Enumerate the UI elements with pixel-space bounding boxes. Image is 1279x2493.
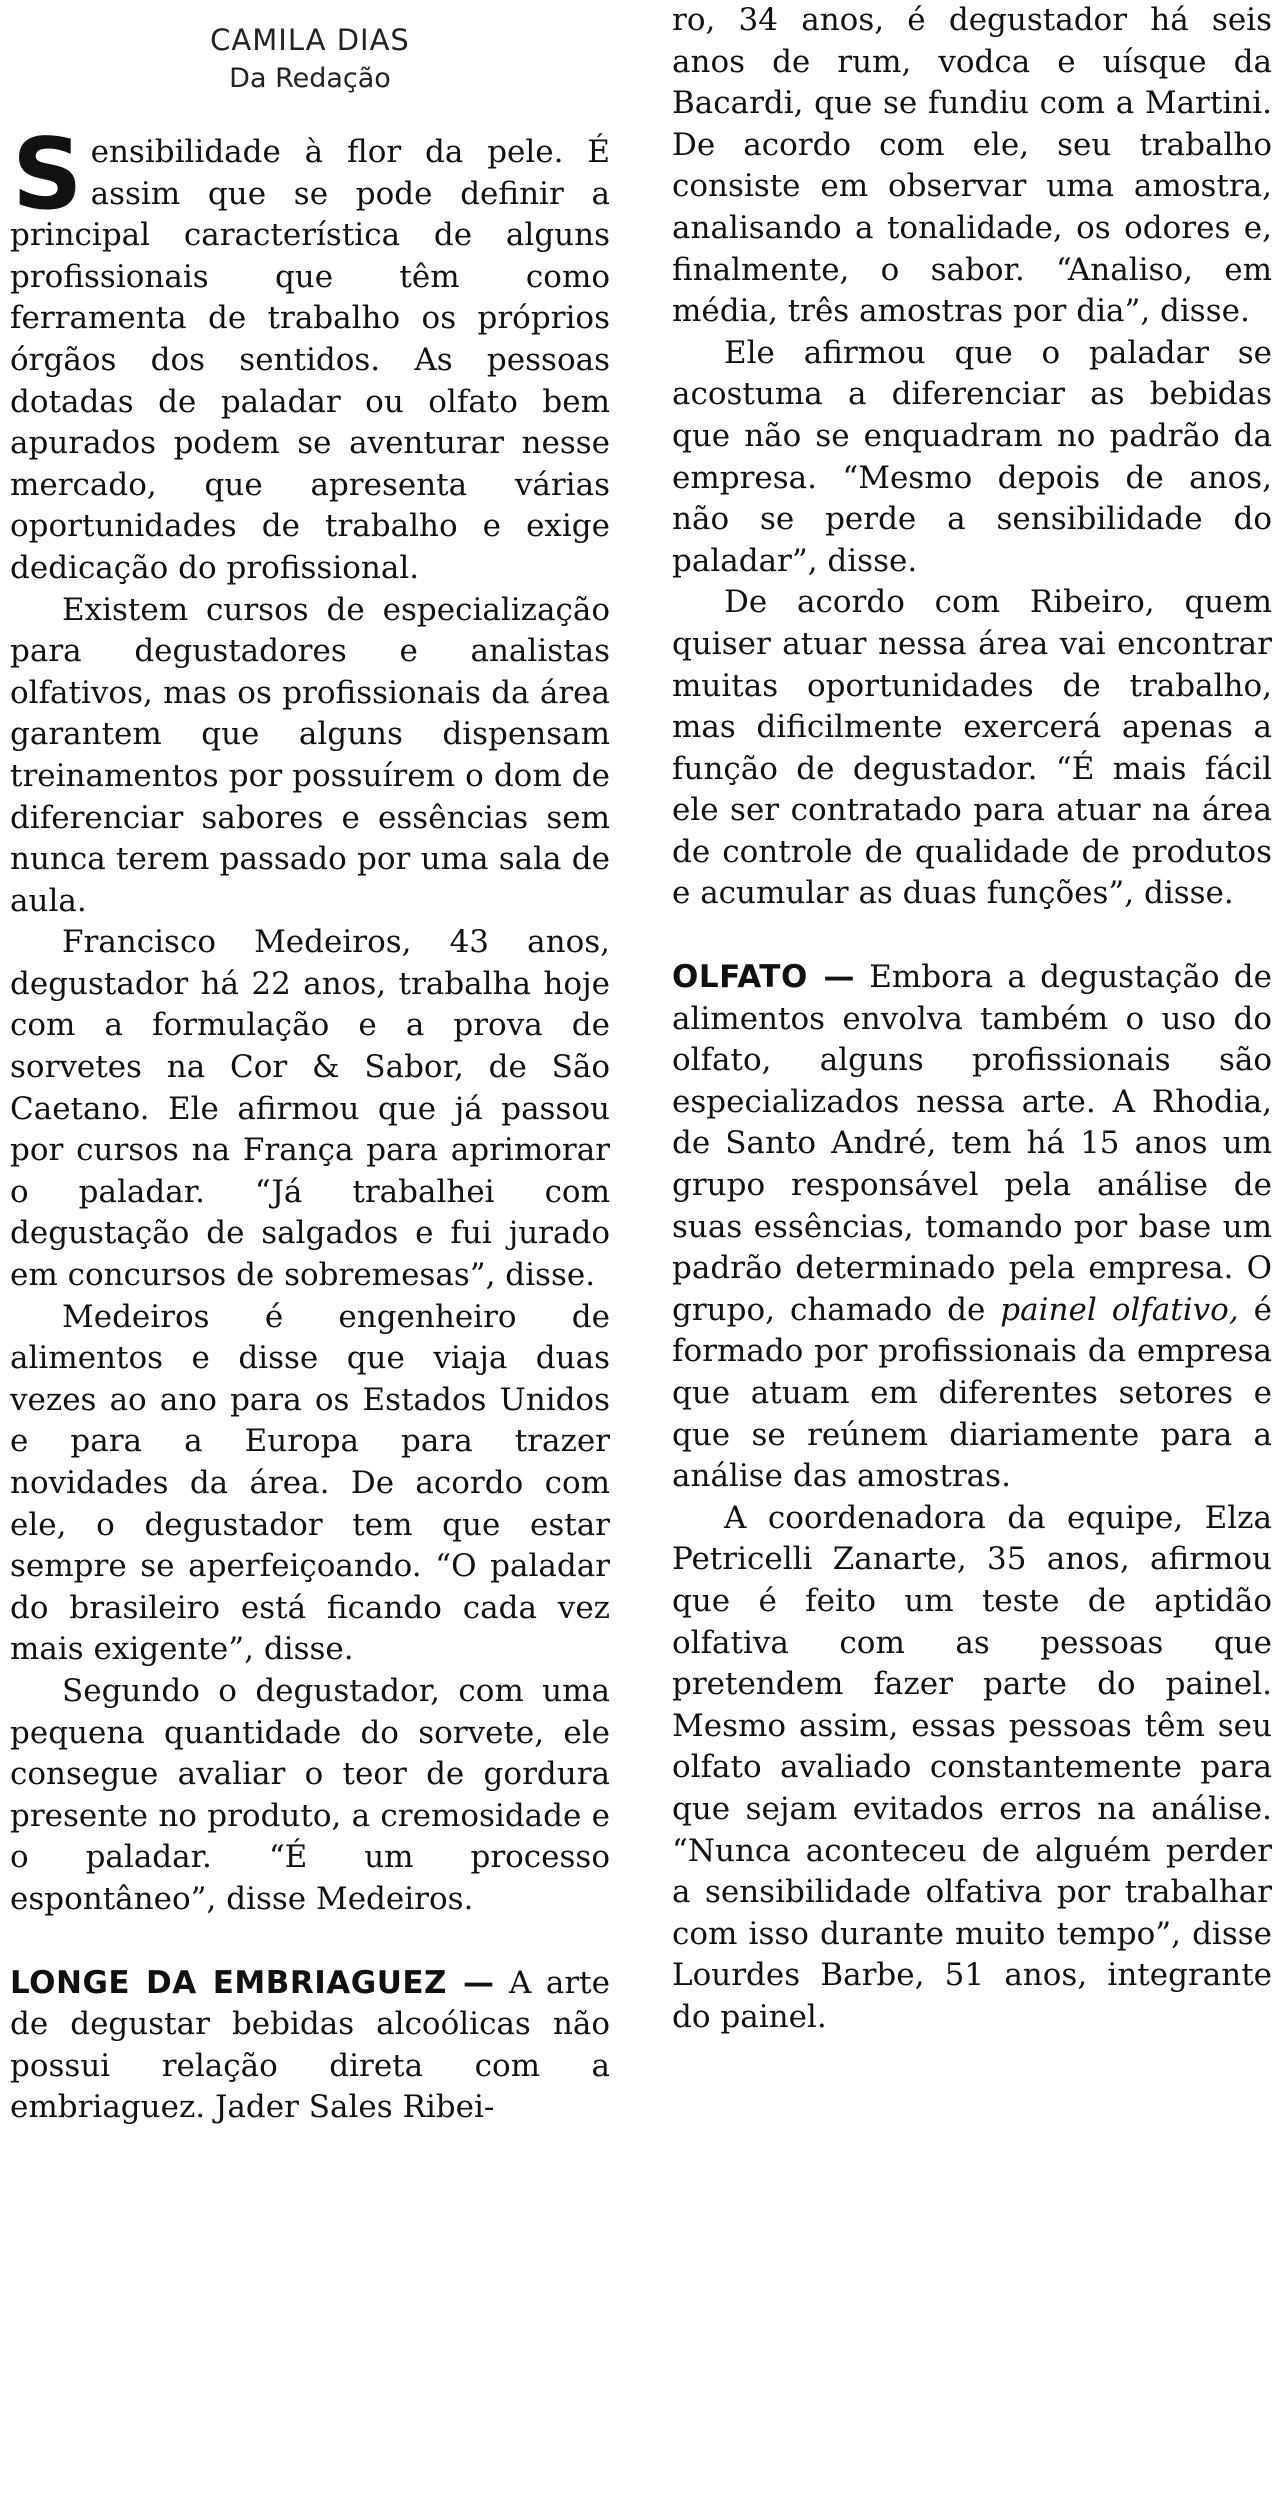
desk-line: Da Redação bbox=[229, 63, 391, 94]
section-embriaguez-text: A arte de degustar bebidas alcoólicas não possui relação direta com a embriaguez. Jader Sales Ribei- bbox=[10, 1964, 610, 2126]
paragraph-ribeiro-oportunidades: De acordo com Ribeiro, quem quiser atuar nessa área vai encontrar muitas oportunidades de trabalho, mas dificilmente exercerá apenas a função de degustador. “É mais fácil ele ser contratado para atuar na área de controle de qualidade de produtos e acumular as duas funções”, disse. bbox=[672, 584, 1272, 912]
drop-cap: S bbox=[12, 118, 83, 232]
paragraph-intro bbox=[10, 118, 610, 590]
section-kicker-olfato: OLFATO — bbox=[672, 959, 856, 996]
section-olfato-text-b: é formado por profissionais da empresa que atuam em diferentes setores e que se reúnem diariamente para a análise das amostras. bbox=[672, 1291, 1273, 1495]
section-embriaguez bbox=[10, 1963, 610, 2129]
paragraph-medeiros-travel: Medeiros é engenheiro de alimentos e disse que viaja duas vezes ao ano para os Estados Unidos e para a Europa para trazer novidades da área. De acordo com ele, o degustador tem que estar sempre se aperfeiçoando. “O paladar do brasileiro está ficando cada vez mais exigente”, disse. bbox=[10, 1298, 610, 1668]
section-olfato-emphasis: painel olfativo, bbox=[1000, 1291, 1239, 1328]
right-column bbox=[672, 0, 1272, 2039]
author-byline: CAMILA DIAS bbox=[210, 23, 410, 57]
paragraph-medeiros: Francisco Medeiros, 43 anos, degustador há 22 anos, trabalha hoje com a formulação e a prova de sorvetes na Cor & Sabor, de São Caetano. Ele afirmou que já passou por cursos na França para aprimorar o paladar. “Já trabalhei com degustação de salgados e fui jurado em concursos de sobremesas”, disse. bbox=[10, 924, 610, 1294]
paragraph-intro-text: ensibilidade à flor da pele. É assim que se pode definir a principal característica de alguns profissionais que têm como ferramenta de trabalho os próprios órgãos dos sentidos. As pessoas dotadas de paladar ou olfato bem apurados podem se aventurar nesse mercado, que apresenta várias oportunidades de trabalho e exige dedicação do profissional. bbox=[10, 134, 610, 586]
paragraph-ribeiro-paladar: Ele afirmou que o paladar se acostuma a diferenciar as bebidas que não se enquadram no padrão da empresa. “Mesmo depois de anos, não se perde a sensibilidade do paladar”, disse. bbox=[672, 334, 1272, 579]
section-kicker-embriaguez: LONGE DA EMBRIAGUEZ — bbox=[10, 1964, 495, 2001]
paragraph-courses: Existem cursos de especialização para degustadores e analistas olfativos, mas os profissionais da área garantem que alguns dispensam treinamentos por possuírem o dom de diferenciar sabores e essências sem nunca terem passado por uma sala de aula. bbox=[10, 591, 610, 919]
left-column bbox=[10, 0, 610, 2129]
section-olfato bbox=[672, 957, 1272, 1498]
section-olfato-text-a: Embora a degustação de alimentos envolva também o uso do olfato, alguns profissionais são especializados nessa arte. A Rhodia, de Santo André, tem há 15 anos um grupo responsável pela análise de suas essências, tomando por base um padrão determinado pela empresa. O grupo, chamado de bbox=[672, 959, 1272, 1328]
paragraph-coordenadora: A coordenadora da equipe, Elza Petricelli Zanarte, 35 anos, afirmou que é feito um teste de aptidão olfativa com as pessoas que pretendem fazer parte do painel. Mesmo assim, essas pessoas têm seu olfato avaliado constantemente para que sejam evitados erros na análise. “Nunca aconteceu de alguém perder a sensibilidade olfativa por trabalhar com isso durante muito tempo”, disse Lourdes Barbe, 51 anos, integrante do painel. bbox=[672, 1499, 1272, 2035]
paragraph-ribeiro: ro, 34 anos, é degustador há seis anos de rum, vodca e uísque da Bacardi, que se fundiu com a Martini. De acordo com ele, seu trabalho consiste em observar uma amostra, analisando a tonalidade, os odores e, finalmente, o sabor. “Analiso, em média, três amostras por dia”, disse. bbox=[672, 2, 1272, 330]
paragraph-medeiros-sorvete: Segundo o degustador, com uma pequena quantidade do sorvete, ele consegue avaliar o teor de gordura presente no produto, a cremosidade e o paladar. “É um processo espontâneo”, disse Medeiros. bbox=[10, 1672, 610, 1917]
